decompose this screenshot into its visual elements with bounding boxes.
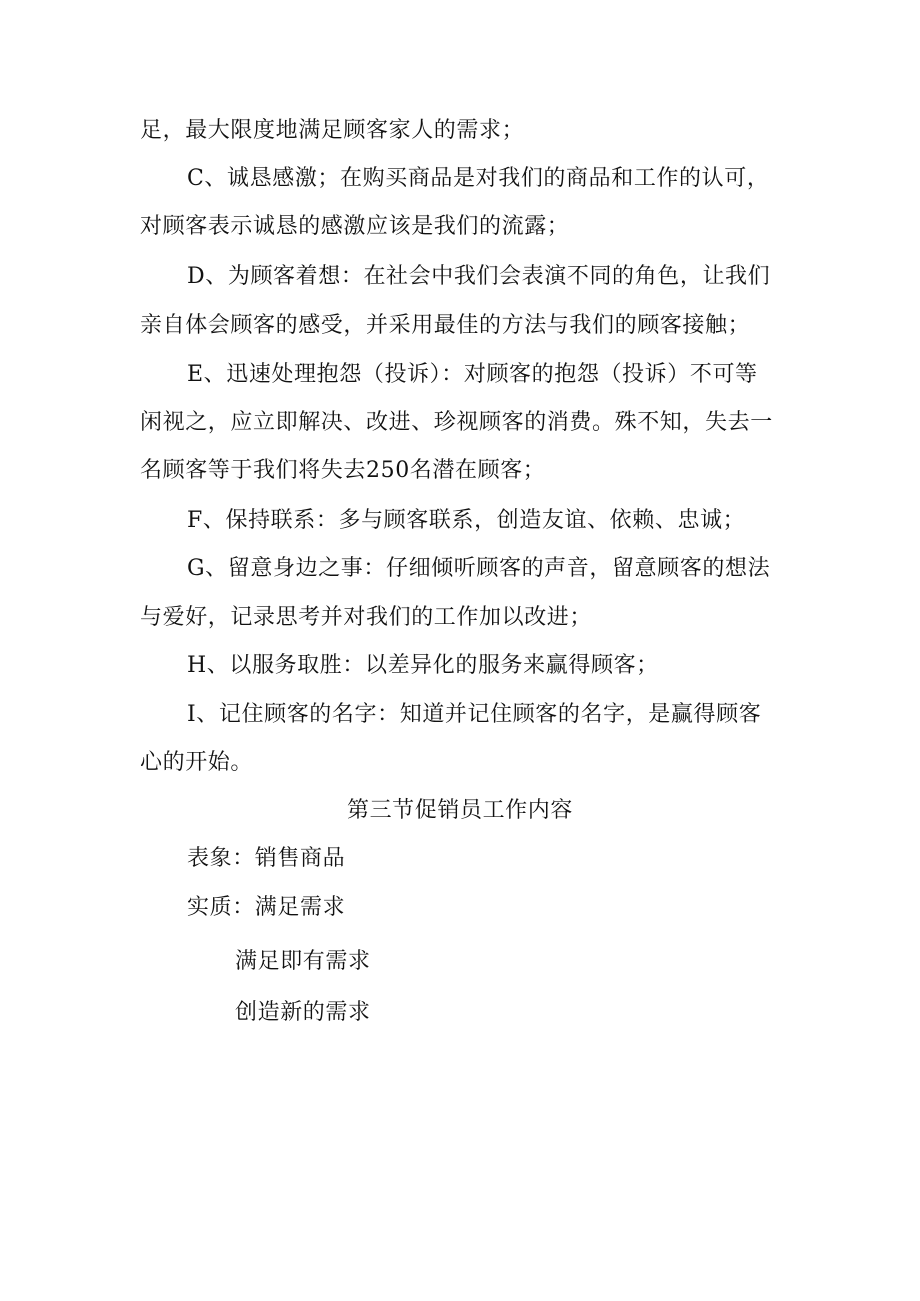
- list-item: 实质：满足需求: [187, 895, 346, 920]
- section-title: 第三节促销员工作内容: [346, 798, 573, 823]
- sub-list-item: 创造新的需求: [235, 1000, 371, 1025]
- text-line: 名顾客等于我们将失去250名潜在顾客；: [140, 458, 546, 483]
- text-line: E、迅速处理抱怨（投诉）：对顾客的抱怨（投诉）不可等: [187, 362, 758, 387]
- text-line: 与爱好，记录思考并对我们的工作加以改进；: [140, 605, 593, 630]
- text-line: I、记住顾客的名字：知道并记住顾客的名字，是赢得顾客: [187, 702, 762, 727]
- text-line: 足，最大限度地满足顾客家人的需求；: [140, 118, 525, 143]
- sub-list-item: 满足即有需求: [235, 949, 371, 974]
- text-line: D、为顾客着想：在社会中我们会表演不同的角色，让我们: [187, 264, 771, 289]
- list-item: 表象：销售商品: [187, 846, 346, 871]
- text-line: 对顾客表示诚恳的感激应该是我们的流露；: [140, 214, 570, 239]
- text-line: F、保持联系：多与顾客联系，创造友谊、依赖、忠诚；: [187, 508, 746, 533]
- text-line: 闲视之，应立即解决、改进、珍视顾客的消费。殊不知，失去一: [140, 410, 773, 435]
- text-line: H、以服务取胜：以差异化的服务来赢得顾客；: [187, 653, 659, 678]
- text-line: 亲自体会顾客的感受，并采用最佳的方法与我们的顾客接触；: [140, 313, 751, 338]
- text-line: C、诚恳感激；在购买商品是对我们的商品和工作的认可，: [187, 166, 770, 191]
- text-line: 心的开始。: [140, 750, 254, 775]
- text-line: G、留意身边之事：仔细倾听顾客的声音，留意顾客的想法: [187, 556, 771, 581]
